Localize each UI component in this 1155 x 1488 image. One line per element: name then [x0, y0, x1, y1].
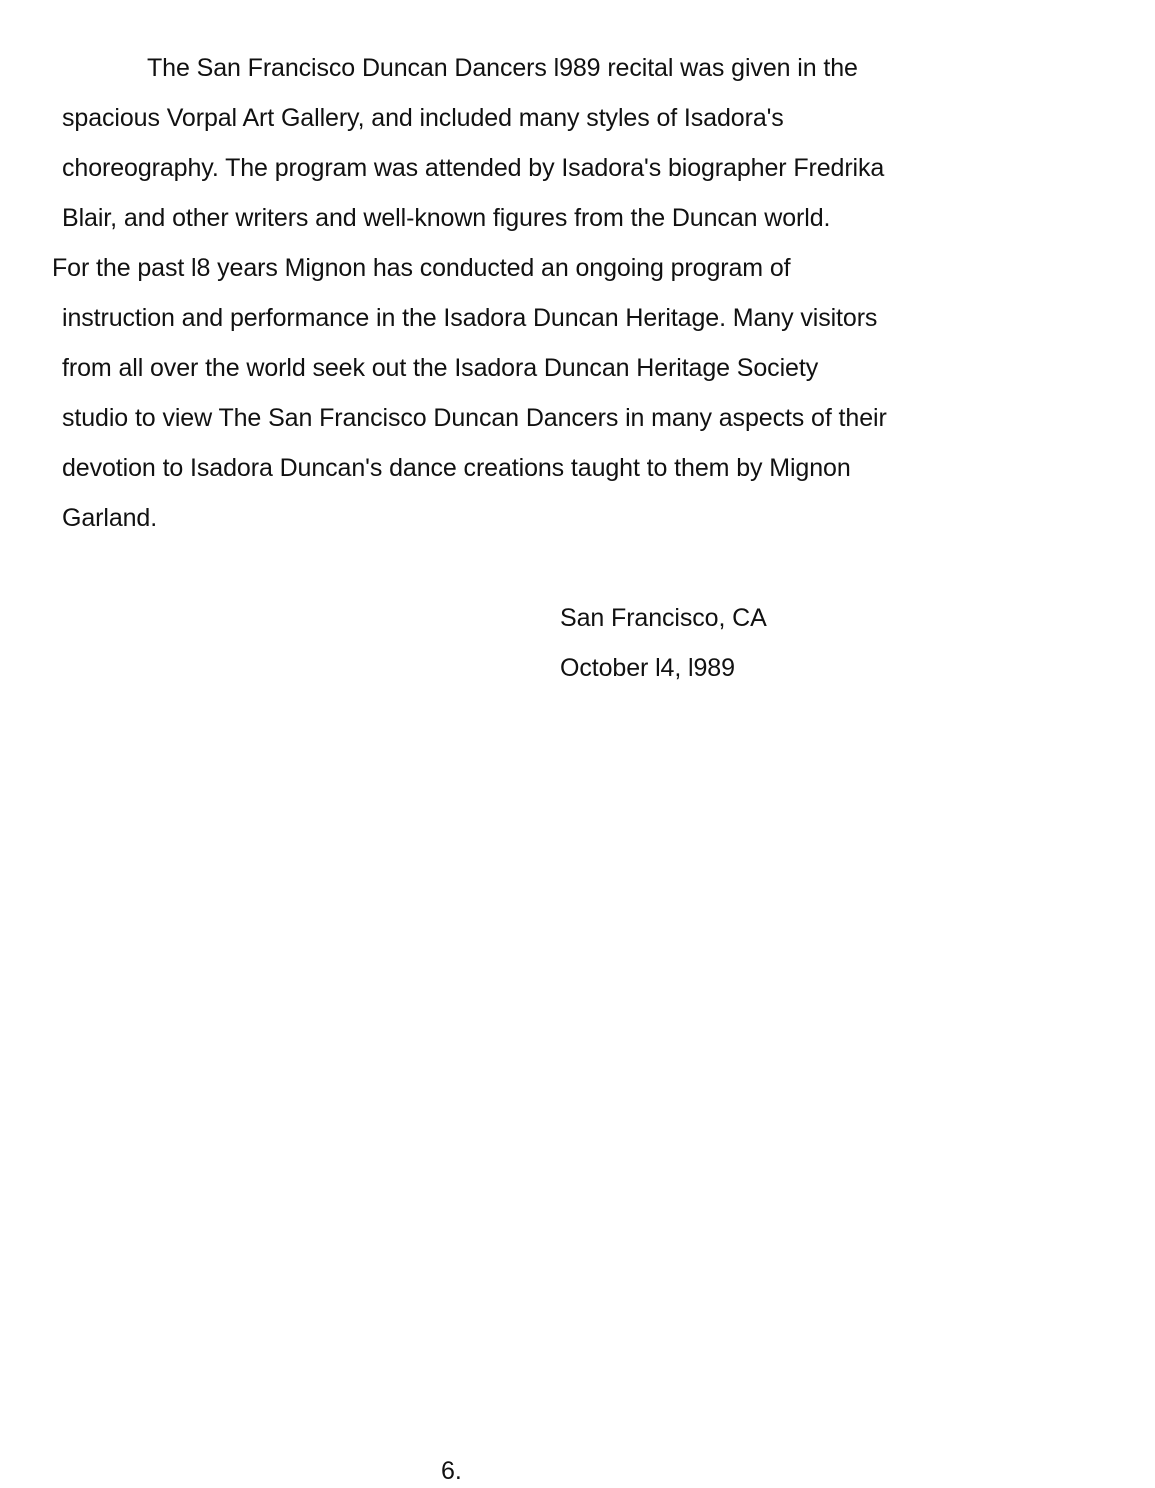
body-line-8: studio to view The San Francisco Duncan Dancers in many aspects of their — [62, 404, 887, 432]
body-line-7: from all over the world seek out the Isadora Duncan Heritage Society — [62, 354, 819, 382]
body-line-3: choreography. The program was attended by Isadora's biographer Fredrika — [62, 154, 885, 182]
body-line-10: Garland. — [62, 504, 158, 532]
date-line: October l4, l989 — [560, 654, 735, 682]
body-line-6: instruction and performance in the Isadora Duncan Heritage. Many visitors — [62, 304, 878, 332]
body-line-5: For the past l8 years Mignon has conducted an ongoing program of — [52, 254, 791, 282]
body-line-1: The San Francisco Duncan Dancers l989 recital was given in the — [147, 54, 858, 82]
place-line: San Francisco, CA — [560, 604, 767, 632]
page-number: 6. — [441, 1457, 462, 1485]
body-line-2: spacious Vorpal Art Gallery, and included many styles of Isadora's — [62, 104, 784, 132]
body-line-9: devotion to Isadora Duncan's dance creations taught to them by Mignon — [62, 454, 851, 482]
body-line-4: Blair, and other writers and well-known figures from the Duncan world. — [62, 204, 831, 232]
